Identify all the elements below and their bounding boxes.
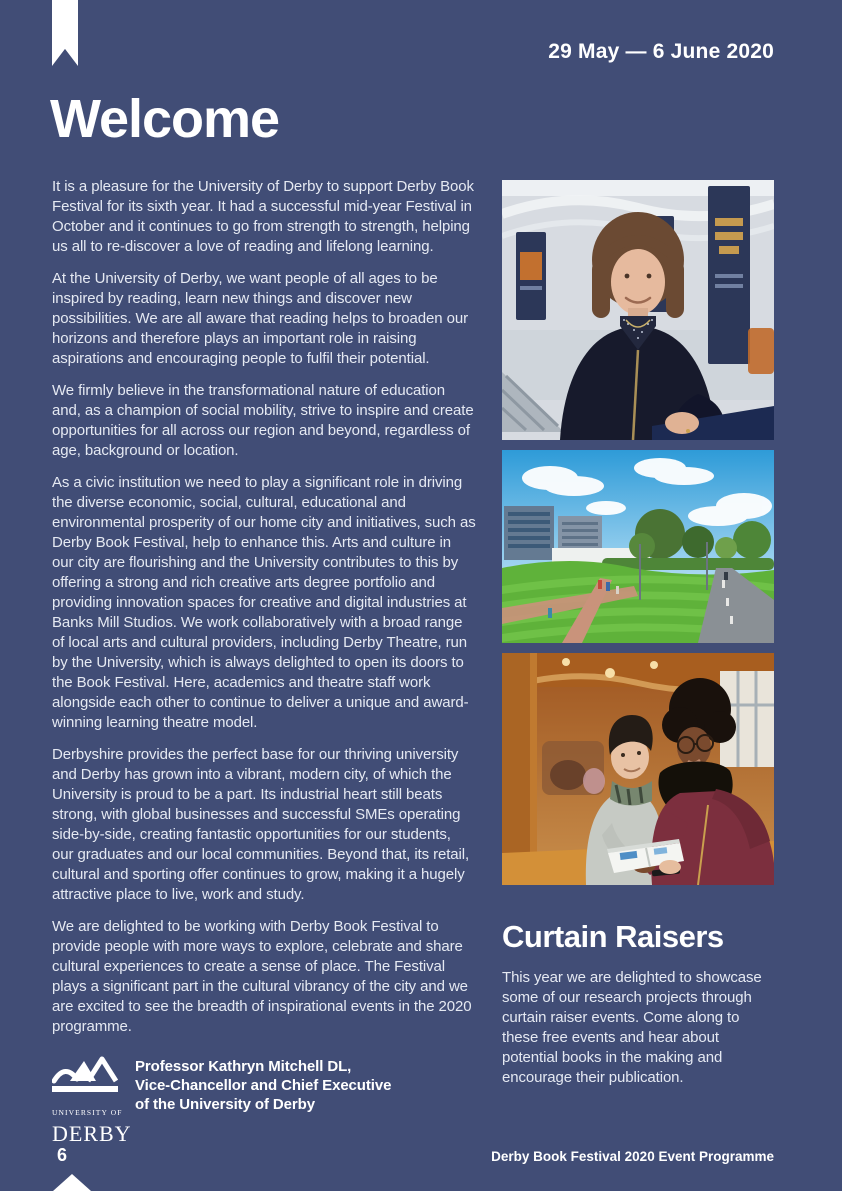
photo-students: [502, 653, 774, 885]
curtain-raisers-body: This year we are delighted to showcase some of our research projects through curtain raiser events. Come along to these free events and hear about potential books in the making and encourage their publication.: [502, 969, 762, 1086]
welcome-text-column: [52, 177, 476, 1145]
photo-vice-chancellor: [502, 180, 774, 440]
bookmark-bottom-icon: [53, 1174, 91, 1191]
right-column: [502, 180, 774, 1088]
page-number: 6: [57, 1145, 68, 1165]
welcome-paragraph: As a civic institution we need to play a significant role in driving the diverse economic, social, cultural, educational and environmental prosperity of our home city and initiatives, such as Derby Book Festival, help to enhance this. Arts and culture in our city are flourishing and the University contributes to this by offering a strong and rich creative arts degree portfolio and providing innovation spaces for creative and digital industries at Banks Mill Studios. We work collaboratively with a broad range of local arts and cultural providers, including Derby Theatre, run by the University, which is always delighted to open its doors to the Book Festival. Here, academics and theatre staff work alongside each other to continue to deliver a unique and award-winning learning theatre model.: [52, 474, 476, 731]
curtain-raisers-title: Curtain Raisers: [502, 919, 724, 954]
signature-name: Professor Kathryn Mitchell DL,: [135, 1058, 352, 1075]
welcome-paragraph: It is a pleasure for the University of Derby to support Derby Book Festival for its sixth year. It had a successful mid-year Festival in October and it continues to go from strength to strength, helping us all to re-discover a love of reading and lifelong learning.: [52, 178, 474, 255]
mountains-icon: [52, 1053, 118, 1094]
welcome-paragraph: We firmly believe in the transformational nature of education and, as a champion of social mobility, strive to inspire and create opportunities for all across our region and beyond, regardless of age, background or location.: [52, 382, 474, 459]
signature-role-1: Vice-Chancellor and Chief Executive: [135, 1077, 392, 1094]
university-of-derby-logo: [52, 1053, 132, 1146]
footer-programme-title: Derby Book Festival 2020 Event Programme: [491, 1149, 774, 1164]
welcome-paragraph: We are delighted to be working with Derby Book Festival to provide people with more ways to explore, celebrate and share cultural experiences to create a sense of place. The Festival plays a significant part in the cultural vibrancy of the city and we are excited to see the breadth of inspirational events in the 2020 programme.: [52, 918, 472, 1035]
signature-role-2: of the University of Derby: [135, 1096, 315, 1113]
festival-date-range: 29 May — 6 June 2020: [548, 40, 774, 63]
photo-campus: [502, 450, 774, 643]
welcome-paragraph: At the University of Derby, we want people of all ages to be inspired by reading, learn new things and discover new possibilities. We are all aware that reading helps to broaden our horizons and therefore plays an important role in raising aspirations and encouraging people to fulfil their potential.: [52, 270, 468, 367]
logo-university-of: UNIVERSITY OF: [52, 1108, 123, 1117]
page-title: Welcome: [50, 89, 280, 149]
logo-derby: DERBY: [52, 1121, 132, 1146]
bookmark-ribbon-icon: [52, 0, 78, 66]
welcome-paragraph: Derbyshire provides the perfect base for our thriving university and Derby has grown into a vibrant, modern city, of which the University is proud to be a part. Its industrial heart still beats strong, with global businesses and successful SMEs operating side-by-side, creating fantastic opportunities for our students, our graduates and our local communities. Beyond that, its retail, cultural and sporting offer continues to grow, making it a hugely attractive place to live, work and study.: [52, 746, 470, 903]
signature-text: [135, 1053, 391, 1114]
signature-block: [52, 1053, 476, 1145]
